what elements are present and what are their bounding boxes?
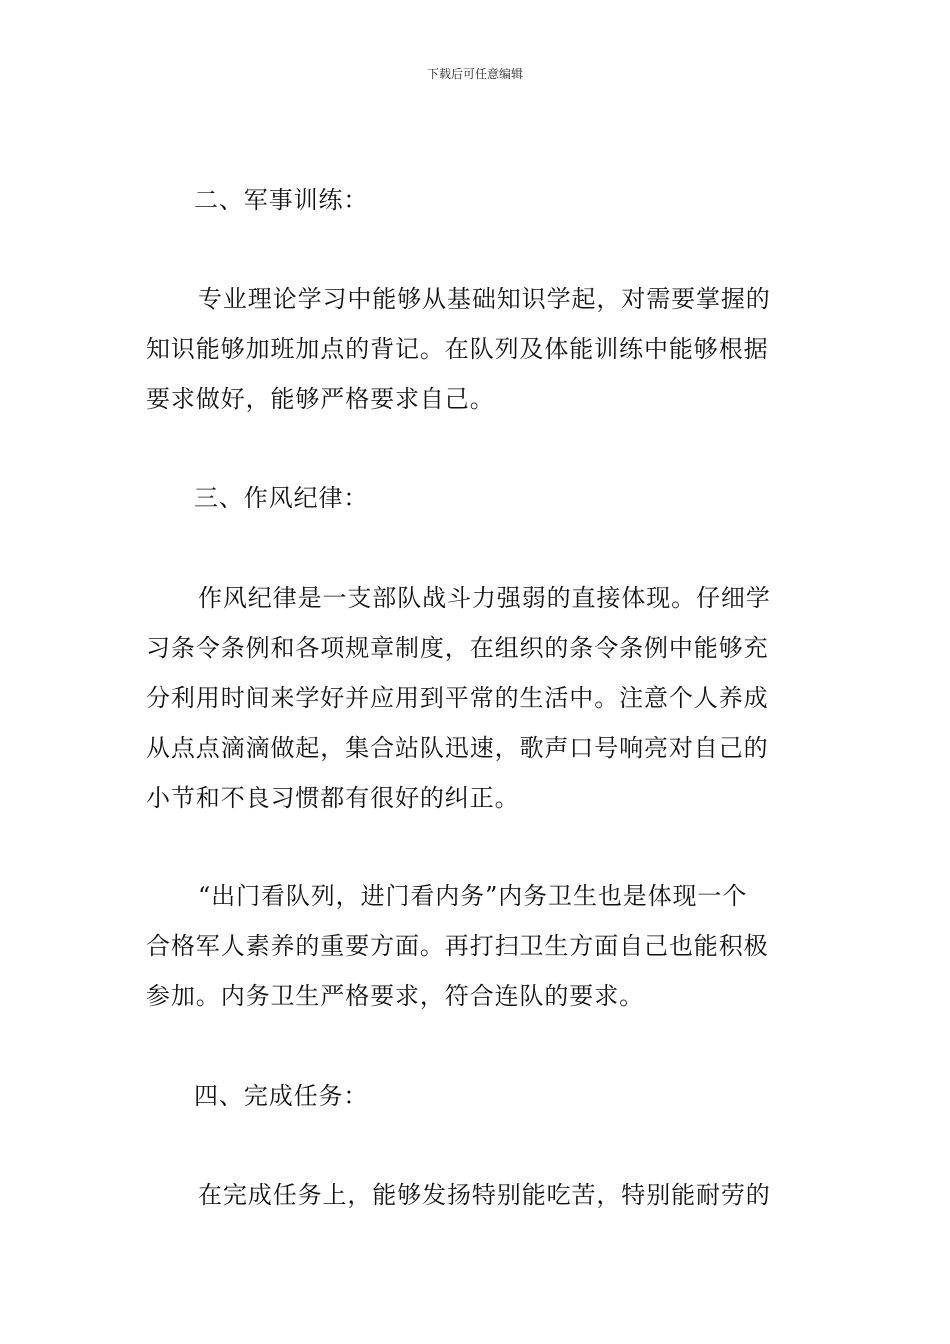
paragraph-line: 小节和不良习惯都有很好的纠正。 [146,784,520,812]
paragraph-line: 作风纪律是一支部队战斗力强弱的直接体现。仔细学 [198,584,771,612]
paragraph-line: 要求做好，能够严格要求自己。 [146,385,495,413]
paragraph-line: 分利用时间来学好并应用到平常的生活中。注意个人养成 [146,684,769,712]
paragraph-line: 合格军人素养的重要方面。再打扫卫生方面自己也能积极 [146,932,769,960]
paragraph-line: 在完成任务上，能够发扬特别能吃苦，特别能耐劳的 [198,1181,771,1209]
paragraph-line: “出门看队列，进门看内务”内务卫生也是体现一个 [198,882,748,910]
paragraph-discipline-1 [146,573,806,823]
paragraph-line: 知识能够加班加点的背记。在队列及体能训练中能够根据 [146,335,769,363]
paragraph-line: 参加。内务卫生严格要求，符合连队的要求。 [146,982,644,1010]
paragraph-tasks [146,1170,806,1220]
section-heading-discipline: 三、作风纪律： [194,484,369,512]
section-heading-military-training: 二、军事训练： [194,186,369,214]
paragraph-discipline-2 [146,871,806,1021]
paragraph-line: 从点点滴滴做起，集合站队迅速，歌声口号响亮对自己的 [146,734,769,762]
header-note: 下载后可任意编辑 [426,67,523,81]
section-heading-tasks: 四、完成任务： [194,1082,369,1110]
paragraph-line: 习条令条例和各项规章制度，在组织的条令条例中能够充 [146,634,769,662]
paragraph-military-training [146,274,806,424]
paragraph-line: 专业理论学习中能够从基础知识学起，对需要掌握的 [198,285,771,313]
